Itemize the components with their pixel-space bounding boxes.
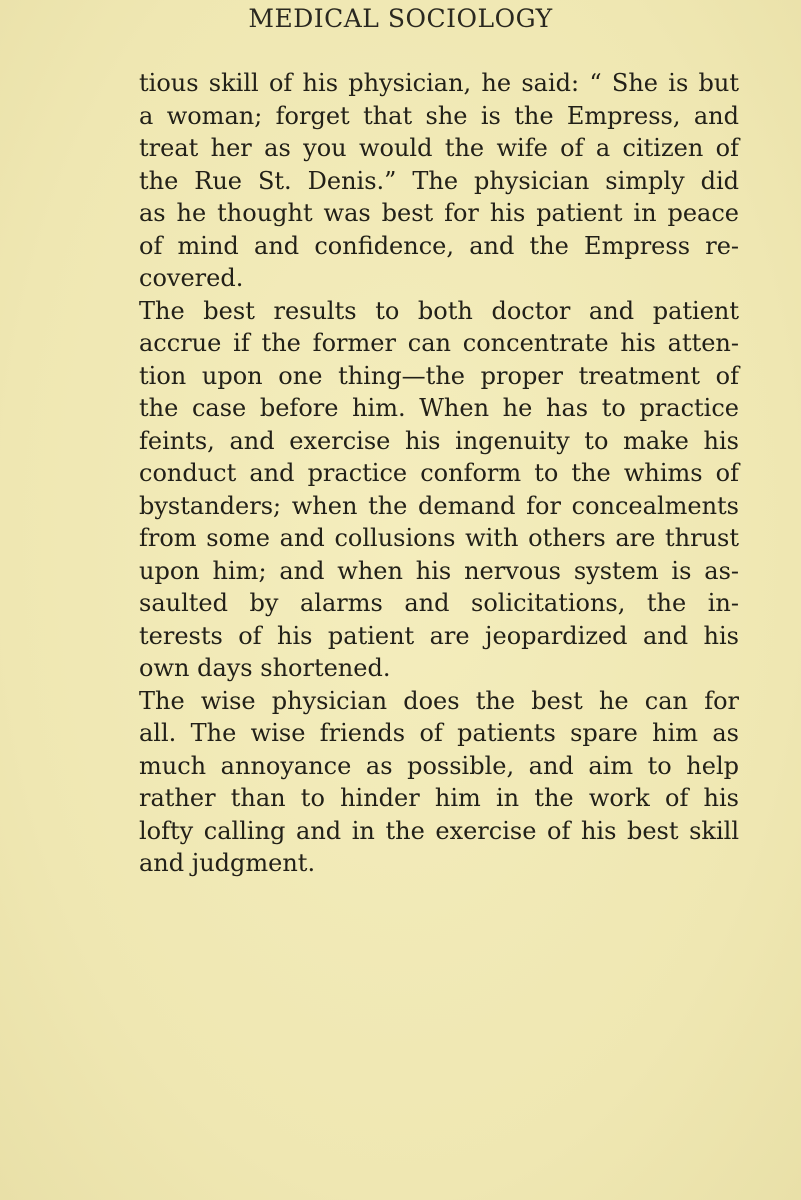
text-line: The wise physician does the best he can for: [139, 686, 739, 715]
text-line: feints, and exercise his ingenuity to make his: [139, 426, 739, 455]
running-head: MEDICAL SOCIOLOGY: [248, 4, 553, 33]
text-line: rather than to hinder him in the work of his: [139, 784, 739, 812]
text-line: lofty calling and in the exercise of his best skill: [139, 816, 739, 845]
text-line: the case before him. When he has to practice: [139, 394, 739, 422]
text-line: of mind and confidence, and the Empress re-: [139, 231, 739, 260]
text-line: conduct and practice conform to the whims of: [139, 459, 739, 487]
text-line: the Rue St. Denis.” The physician simply did: [139, 166, 739, 195]
text-line: bystanders; when the demand for concealments: [139, 491, 739, 520]
text-line: a woman; forget that she is the Empress, and: [139, 101, 739, 130]
text-line: upon him; and when his nervous system is as-: [139, 556, 739, 585]
text-line: from some and collusions with others are thrust: [139, 524, 739, 552]
text-line: terests of his patient are jeopardized and his: [139, 621, 739, 650]
text-line: treat her as you would the wife of a citizen of: [139, 134, 739, 162]
text-line: accrue if the former can concentrate his atten-: [139, 329, 739, 357]
text-line: much annoyance as possible, and aim to help: [139, 751, 739, 780]
text-line: all. The wise friends of patients spare him as: [139, 719, 739, 747]
text-line: tion upon one thing—the proper treatment of: [139, 361, 739, 390]
text-line: saulted by alarms and solicitations, the in-: [139, 589, 739, 617]
text-line: own days shortened.: [139, 654, 391, 682]
text-line: covered.: [139, 264, 244, 292]
text-line: as he thought was best for his patient in peace: [139, 199, 739, 227]
text-line: and judgment.: [139, 849, 316, 877]
text-line: The best results to both doctor and patient: [139, 296, 739, 325]
text-line: tious skill of his physician, he said: “ She is but: [139, 69, 739, 97]
body-text: [139, 67, 739, 880]
